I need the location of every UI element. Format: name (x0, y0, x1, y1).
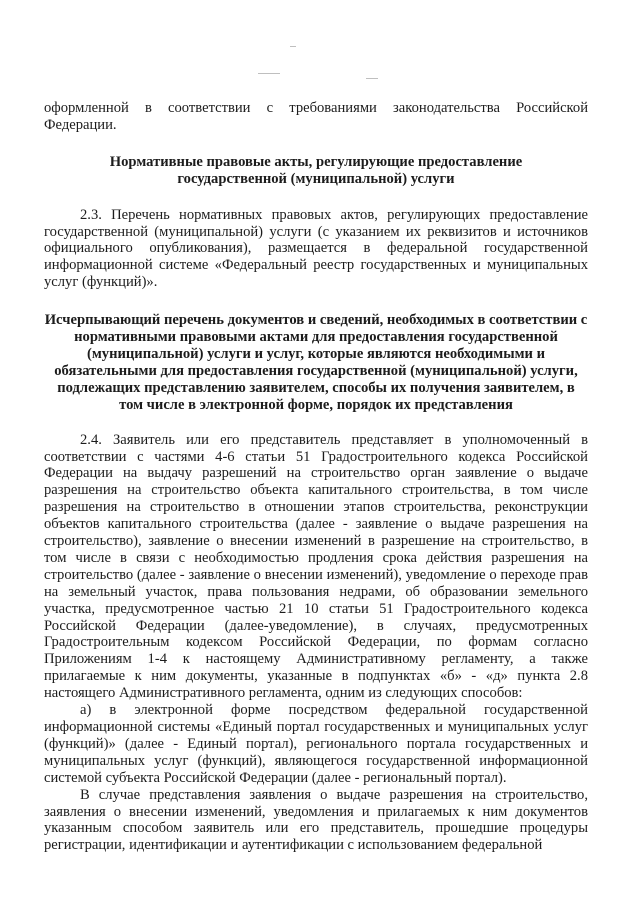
documents-heading: Исчерпывающий перечень документов и сведений, необходимых в соответствии с нормативными правовыми актами для предоставления государственной (муниципальной) услуги и услуг, которые являются необходимыми и обязательными для предоставления государственной (муниципальной) услуги, подлежащих представлению заявителем, способы их получения заявителем, в том числе в электронной форме, порядок их представления (44, 312, 588, 413)
intro-paragraph: оформленной в соответствии с требованиями законодательства Российской Федерации. (44, 100, 588, 133)
document-page (44, 100, 588, 854)
legal-acts-paragraph: 2.3. Перечень нормативных правовых актов, регулирующих предоставление государственной (муниципальной) услуги (с указанием их реквизитов и источников официального опубликования), размещается в федеральной государственной информационной системе «Федеральный реестр государственных и муниципальных услуг (функций)». (44, 206, 588, 291)
scan-artifact (258, 73, 280, 74)
scan-artifact (366, 78, 378, 79)
scan-artifact (290, 46, 296, 47)
documents-paragraph-a: а) в электронной форме посредством федеральной государственной информационной системы «Единый портал государственных и муниципальных услуг (функций)» (далее - Единый портал), регионального портала государственных и муниципальных услуг (функций), являющегося государственной информационной системой субъекта Российской Федерации (далее - региональный портал). (44, 702, 588, 786)
documents-paragraph-2-4: 2.4. Заявитель или его представитель представляет в уполномоченный в соответствии с частями 4-6 статьи 51 Градостроительного кодекса Российской Федерации на выдачу разрешений на строительство орган заявление о выдаче разрешения на строительство объекта капитального строительства, в том числе разрешения на строительство в отношении этапов строительства, реконструкции объектов капитального строительства (далее - заявление о выдаче разрешения на строительство), заявление о внесении изменений в разрешение на строительство, в том числе в связи с необходимостью продления срока действия разрешения на строительство (далее - заявление о внесении изменений), уведомление о переходе прав на земельный участок, права пользования недрами, об образовании земельного участка, предусмотренное частью 21 10 статьи 51 Градостроительного кодекса Российской Федерации (далее-уведомление), в случаях, предусмотренных Градостроительным кодексом Российской Федерации, по формам согласно Приложениям 1-4 к настоящему Административному регламенту, а также прилагаемые к ним документы, указанные в подпунктах «б» - «д» пункта 2.8 настоящего Административного регламента, одним из следующих способов: (44, 431, 588, 702)
legal-acts-heading: Нормативные правовые акты, регулирующие предоставление государственной (муниципальной) услуги (109, 153, 523, 187)
documents-paragraph-case: В случае представления заявления о выдаче разрешения на строительство, заявления о внесении изменений, уведомления и прилагаемых к ним документов указанным способом заявитель или его представитель, прошедшие процедуры регистрации, идентификации и аутентификации с использованием федеральной (44, 786, 588, 854)
